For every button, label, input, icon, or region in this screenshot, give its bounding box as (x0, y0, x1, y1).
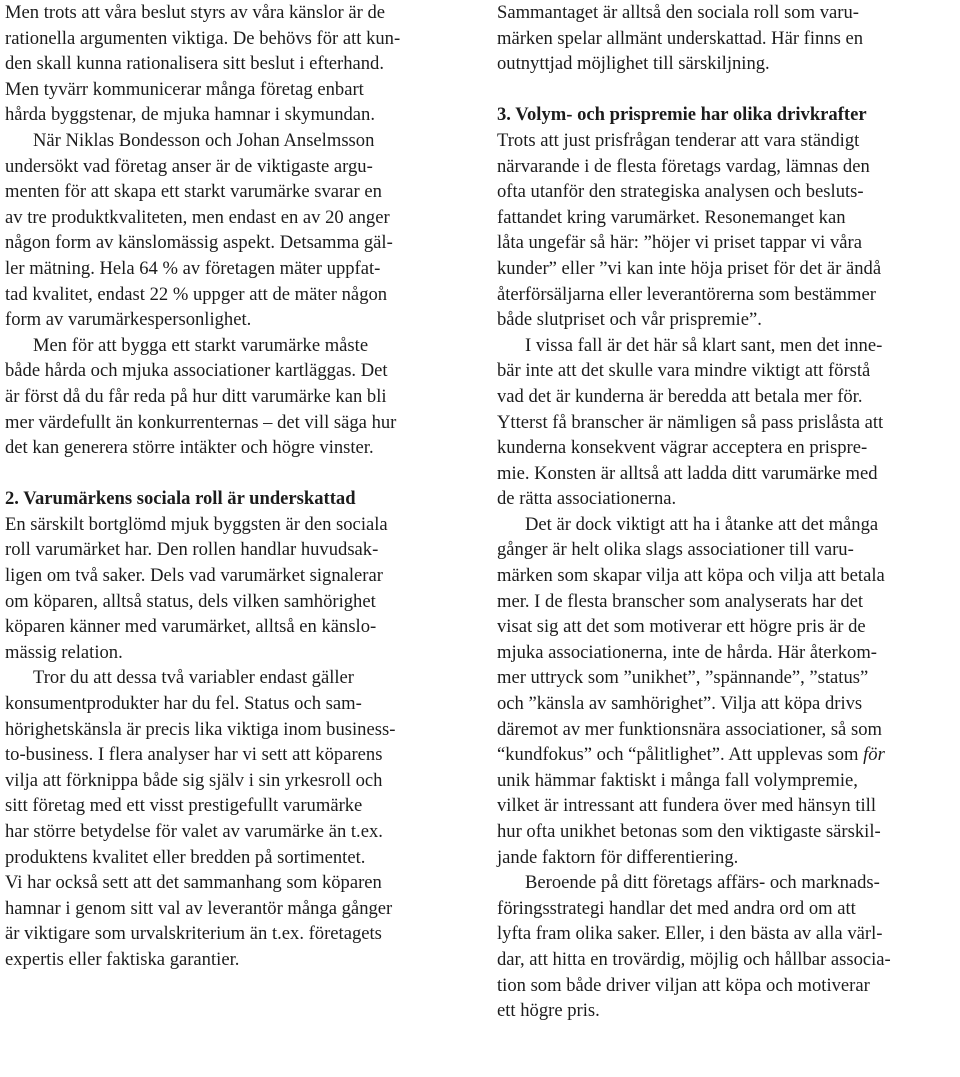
section-heading-3: 3. Volym- och prispremie har olika drivkrafter (497, 104, 867, 126)
text-line: mer uttryck som ”unikhet”, ”spännande”, ”status” (497, 667, 869, 689)
text-line: ligen om två saker. Dels vad varumärket signalerar (5, 565, 383, 587)
text-line: mässig relation. (5, 641, 123, 663)
text-line: tad kvalitet, endast 22 % uppger att de mäter någon (5, 283, 388, 305)
text-line: ofta utanför den strategiska analysen och besluts- (497, 181, 864, 203)
text-line: vilja att förknippa både sig själv i sin yrkesroll och (5, 769, 383, 791)
text-line: hörighetskänsla är precis lika viktiga inom business- (5, 718, 396, 740)
text-line: föringsstrategi handlar det med andra ord om att (497, 897, 856, 919)
text-line: hur ofta unikhet betonas som den viktigaste särskil- (497, 821, 881, 842)
text-line: hårda byggstenar, de mjuka hamnar i skymundan. (5, 104, 375, 126)
text-line: och ”känsla av samhörighet”. Vilja att köpa drivs (497, 693, 863, 715)
text-line: form av varumärkespersonlighet. (5, 309, 252, 331)
text-line: de rätta associationerna. (497, 488, 677, 510)
text-line: kunderna konsekvent vägrar acceptera en prispre- (497, 437, 868, 459)
text-line: dar, att hitta en trovärdig, möjlig och hållbar associa- (497, 948, 891, 970)
text-line: Trots att just prisfrågan tenderar att vara ständigt (497, 129, 860, 151)
intro-paragraph (5, 0, 467, 128)
text-line: ett högre pris. (497, 1000, 600, 1022)
text-line: både slutpriset och vår prispremie”. (497, 309, 762, 331)
text-line: låta ungefär så här: ”höjer vi priset tappar vi våra (497, 232, 862, 254)
text-line: to-business. I flera analyser har vi sett att köparens (5, 744, 383, 766)
paragraph-associations (5, 333, 467, 461)
left-column (5, 0, 467, 973)
section-heading-2: 2. Varumärkens sociala roll är underskattad (5, 488, 356, 510)
section-gap (5, 461, 467, 487)
paragraph-price-locked (497, 333, 959, 512)
text-line: mie. Konsten är alltså att ladda ditt varumärke med (497, 462, 878, 484)
text-line: jande faktorn för differentiering. (497, 846, 739, 868)
text-line: närvarande i de flesta företags vardag, lämnas den (497, 155, 870, 177)
text-line: rationella argumenten viktiga. De behövs för att kun- (5, 27, 401, 49)
text-line: fattandet kring varumärket. Resonemanget kan (497, 206, 846, 228)
text-line: undersökt vad företag anser är de viktigaste argu- (5, 155, 373, 177)
text-line: En särskilt bortglömd mjuk byggsten är den sociala (5, 513, 388, 535)
text-line: bär inte att det skulle vara mindre viktigt att förstå (497, 360, 871, 382)
text-line: Men tyvärr kommunicerar många företag enbart (5, 78, 364, 100)
text-line: märken spelar allmänt underskattad. Här finns en (497, 27, 864, 49)
text-line: den skall kunna rationalisera sitt beslut i efterhand. (5, 53, 384, 75)
text-line: Vi har också sett att det sammanhang som köparen (5, 872, 382, 894)
text-line: konsumentprodukter har du fel. Status och sam- (5, 693, 362, 715)
paragraph-b2b (5, 665, 467, 972)
text-line: gånger är helt olika slags associationer till varu- (497, 539, 854, 561)
text-line: visat sig att det som motiverar ett högre pris är de (497, 616, 866, 638)
text-line: hamnar i genom sitt val av leverantör många gånger (5, 897, 393, 919)
text-line: unik hämmar faktiskt i många fall volympremie, (497, 769, 858, 791)
text-line: om köparen, alltså status, dels vilken samhörighet (5, 590, 376, 612)
text-line: menten för att skapa ett starkt varumärke svarar en (5, 181, 382, 203)
text-line: När Niklas Bondesson och Johan Anselmsson (33, 129, 375, 151)
text-line: vad det är kunderna är beredda att betala mer för. (497, 385, 863, 407)
text-line: lyfta fram olika saker. Eller, i den bästa av alla värl- (497, 923, 883, 945)
text-line: Det är dock viktigt att ha i åtanke att det många (525, 513, 879, 535)
paragraph-price-question (497, 128, 959, 333)
text-line: är viktigare som urvalskriterium än t.ex. företagets (5, 923, 382, 945)
text-line: tion som både driver viljan att köpa och motiverar (497, 974, 870, 996)
text-line: både hårda och mjuka associationer kartläggas. Det (5, 360, 388, 382)
emphasis-word: för (863, 744, 885, 766)
text-line (497, 742, 959, 768)
text-line: mjuka associationerna, inte de hårda. Här återkom- (497, 641, 877, 663)
text-line: är först då du får reda på hur ditt varumärke kan bli (5, 385, 387, 407)
text-line: av tre produktkvaliteten, men endast en av 20 anger (5, 206, 390, 228)
text-line: outnyttjad möjlighet till särskiljning. (497, 53, 770, 75)
text-line: sitt företag med ett visst prestigefullt varumärke (5, 795, 363, 817)
section-gap (497, 77, 959, 103)
text-line: Sammantaget är alltså den sociala roll som varu- (497, 2, 859, 23)
text-line: någon form av känslomässig aspekt. Detsamma gäl- (5, 232, 393, 254)
text-line: Ytterst få branscher är nämligen så pass prislåsta att (497, 411, 884, 433)
text-line: Men för att bygga ett starkt varumärke måste (33, 334, 369, 356)
text-line: köparen känner med varumärket, alltså en känslo- (5, 616, 377, 638)
right-column (497, 0, 959, 1024)
text-line: mer. I de flesta branscher som analyserats har det (497, 590, 864, 612)
paragraph-survey (5, 128, 467, 333)
text-line: Men trots att våra beslut styrs av våra känslor är de (5, 2, 386, 23)
text-line: mer värdefullt än konkurrenternas – det vill säga hur (5, 411, 397, 433)
text-line: återförsäljarna eller leverantörerna som bestämmer (497, 283, 876, 305)
text-line: ler mätning. Hela 64 % av företagen mäter uppfat- (5, 257, 381, 279)
text-line: Tror du att dessa två variabler endast gäller (33, 667, 354, 689)
text-line: märken som skapar vilja att köpa och vilja att betala (497, 565, 885, 587)
paragraph-associations-types (497, 512, 959, 870)
text-line: produktens kvalitet eller bredden på sortimentet. (5, 846, 366, 868)
text-line: expertis eller faktiska garantier. (5, 948, 240, 970)
text-line: däremot av mer funktionsnära associationer, så som (497, 718, 882, 740)
text-line: roll varumärket har. Den rollen handlar huvudsak- (5, 539, 379, 561)
paragraph-strategy (497, 870, 959, 1024)
text-line: Beroende på ditt företags affärs- och marknads- (525, 872, 880, 894)
text-line: har större betydelse för valet av varumärke än t.ex. (5, 821, 383, 842)
text-line: vilket är intressant att fundera över med hänsyn till (497, 795, 876, 817)
intro-paragraph (497, 0, 959, 77)
text-line: I vissa fall är det här så klart sant, men det inne- (525, 334, 883, 356)
paragraph-social-role (5, 512, 467, 666)
text-line: kunder” eller ”vi kan inte höja priset för det är ändå (497, 257, 882, 279)
text-line: det kan generera större intäkter och högre vinster. (5, 437, 374, 459)
text-run: “kundfokus” och “pålitlighet”. Att upplevas som (497, 744, 864, 766)
